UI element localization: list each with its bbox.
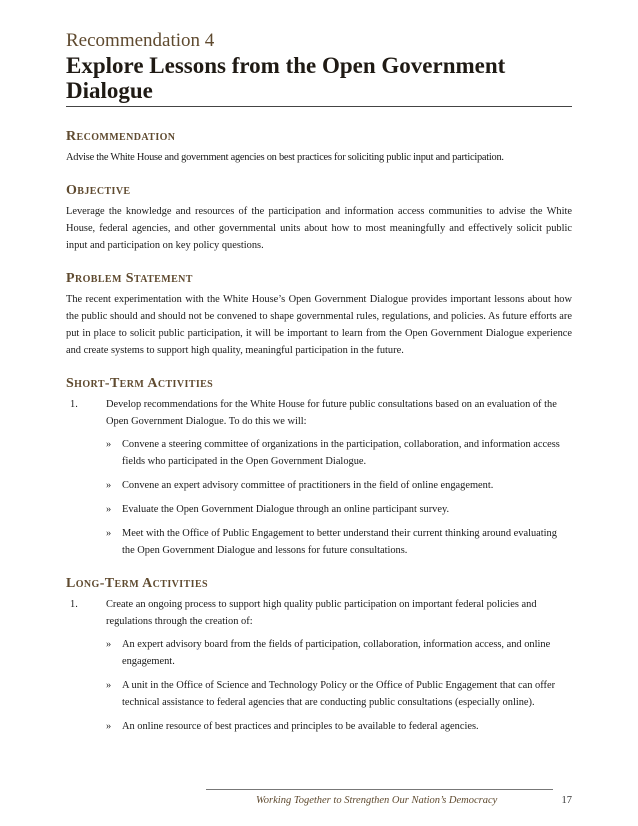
bullet-glyph: »	[106, 439, 112, 450]
sub-item-text: A unit in the Office of Science and Technology Policy or the Office of Public Engagement that can offer technical assistance to federal agencies that are conducting public consultations (especially online).	[122, 680, 556, 708]
footer-tagline: Working Together to Strengthen Our Nation’s Democracy	[256, 795, 498, 806]
sub-list-item	[106, 477, 572, 494]
recommendation-text: Advise the White House and government agencies on best practices for soliciting public input and participation.	[66, 152, 504, 163]
item-number: 1.	[70, 399, 78, 410]
sub-list	[106, 436, 572, 559]
section-short-term-activities	[66, 376, 572, 566]
bullet-glyph: »	[106, 504, 112, 515]
sub-item-text: Meet with the Office of Public Engagement to better understand their current thinking around evaluating the Open Government Dialogue and lessons for future consultations.	[122, 528, 557, 556]
section-heading-recommendation: Recommendation	[66, 129, 176, 144]
section-recommendation	[66, 129, 572, 166]
item-text: Create an ongoing process to support high quality public participation on important federal policies and regulations through the creation of:	[106, 599, 537, 627]
section-problem-statement	[66, 271, 572, 359]
bullet-glyph: »	[106, 639, 112, 650]
bullet-glyph: »	[106, 480, 112, 491]
list-item	[66, 596, 572, 742]
section-heading-long-term: Long-Term Activities	[66, 576, 208, 591]
sub-list-item	[106, 677, 572, 711]
page-number: 17	[561, 795, 572, 806]
section-heading-problem-statement: Problem Statement	[66, 271, 193, 286]
sub-list	[106, 636, 572, 735]
bullet-glyph: »	[106, 721, 112, 732]
item-text: Develop recommendations for the White House for future public consultations based on an evaluation of the Open Government Dialogue. To do this we will:	[106, 399, 557, 427]
sub-item-text: Convene an expert advisory committee of practitioners in the field of online engagement.	[122, 480, 494, 491]
short-term-list	[66, 396, 572, 566]
sub-list-item	[106, 718, 572, 735]
page-title: Explore Lessons from the Open Government Dialogue	[66, 53, 506, 103]
bullet-glyph: »	[106, 680, 112, 691]
sub-list-item	[106, 436, 572, 470]
item-body	[106, 596, 572, 742]
section-heading-objective: Objective	[66, 183, 131, 198]
item-number: 1.	[70, 599, 78, 610]
page-footer	[256, 795, 572, 806]
recommendation-number: Recommendation 4	[66, 30, 215, 51]
item-body	[106, 396, 572, 566]
section-long-term-activities	[66, 576, 572, 742]
footer-divider	[206, 789, 553, 790]
sub-item-text: An online resource of best practices and principles to be available to federal agencies.	[122, 721, 479, 732]
sub-item-text: Convene a steering committee of organizations in the participation, collaboration, and information access fields who participated in the Open Government Dialogue.	[122, 439, 560, 467]
sub-list-item	[106, 525, 572, 559]
section-heading-short-term: Short-Term Activities	[66, 376, 214, 391]
page-content	[66, 30, 572, 742]
section-objective	[66, 183, 572, 254]
sub-list-item	[106, 636, 572, 670]
long-term-list	[66, 596, 572, 742]
title-divider	[66, 106, 572, 107]
sub-item-text: An expert advisory board from the fields of participation, collaboration, information access, and online engagement.	[122, 639, 551, 667]
sub-item-text: Evaluate the Open Government Dialogue through an online participant survey.	[122, 504, 450, 515]
problem-statement-text: The recent experimentation with the White House’s Open Government Dialogue provides important lessons about how the public should and should not be convened to shape governmental rules, regulations, and policies. As future efforts are put in place to solicit public participation, it will be important to learn from the Open Government Dialogue experience and create systems to support high quality, meaningful participation in the future.	[66, 294, 572, 356]
objective-text: Leverage the knowledge and resources of the participation and information access communities to advise the White House, federal agencies, and other governmental units about how to most meaningfully and effectively solicit public input and participation on key policy questions.	[66, 206, 572, 251]
bullet-glyph: »	[106, 528, 112, 539]
sub-list-item	[106, 501, 572, 518]
list-item	[66, 396, 572, 566]
